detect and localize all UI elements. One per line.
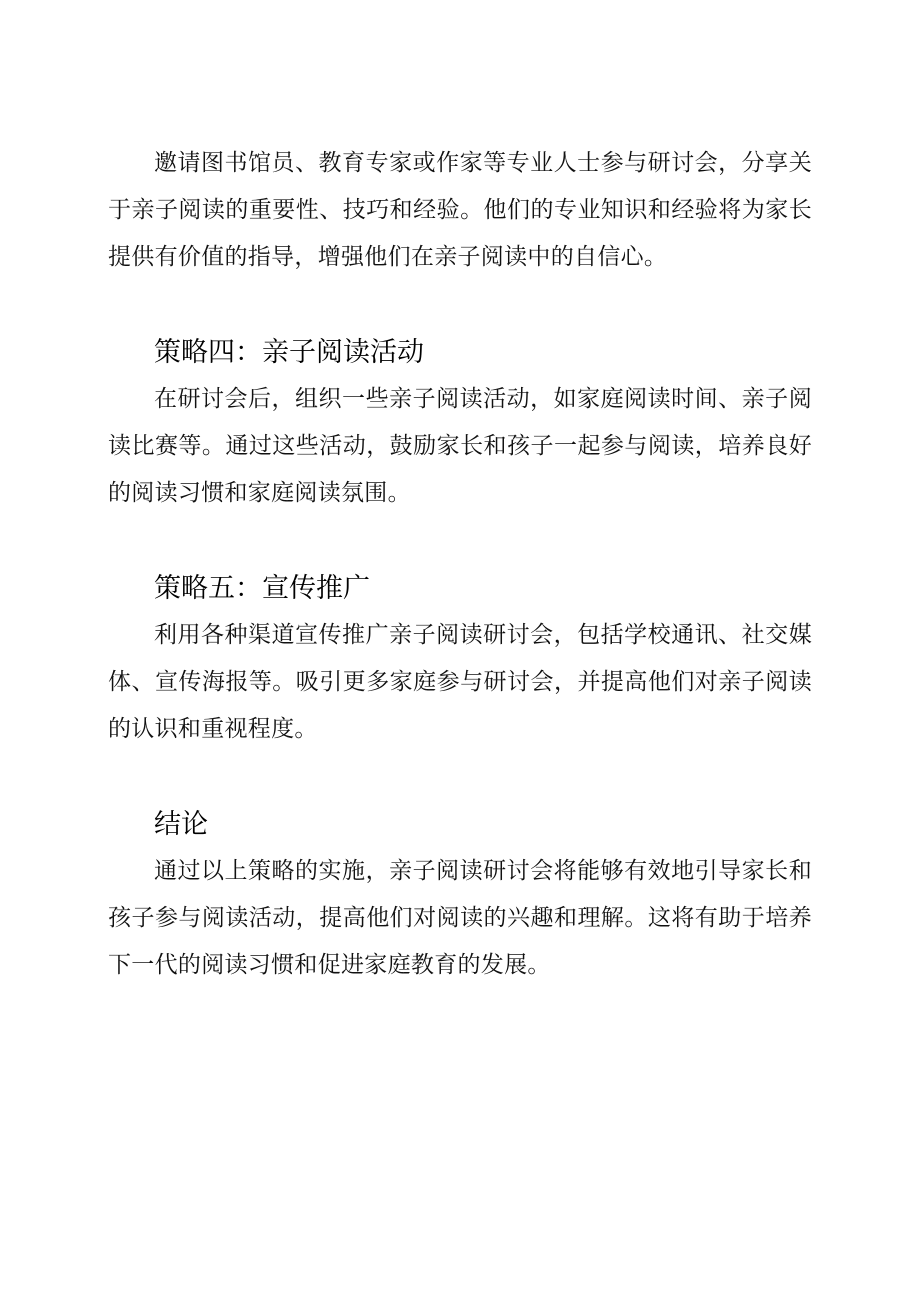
- section-gap: [108, 281, 812, 329]
- section-body-strategy-5: 利用各种渠道宣传推广亲子阅读研讨会，包括学校通讯、社交媒体、宣传海报等。吸引更多家庭参与研讨会，并提高他们对亲子阅读的认识和重视程度。: [108, 622, 812, 742]
- section-body-strategy-4: 在研讨会后，组织一些亲子阅读活动，如家庭阅读时间、亲子阅读比赛等。通过这些活动，鼓励家长和孩子一起参与阅读，培养良好的阅读习惯和家庭阅读氛围。: [108, 386, 812, 506]
- section-heading-strategy-4: 策略四：亲子阅读活动: [154, 337, 424, 368]
- section-gap: [108, 753, 812, 801]
- section-gap: [108, 517, 812, 565]
- document-content: [108, 140, 812, 989]
- section-heading-strategy-5: 策略五：宣传推广: [154, 573, 370, 604]
- section-heading-conclusion: 结论: [154, 809, 208, 840]
- section-body-conclusion: 通过以上策略的实施，亲子阅读研讨会将能够有效地引导家长和孩子参与阅读活动，提高他们对阅读的兴趣和理解。这将有助于培养下一代的阅读习惯和促进家庭教育的发展。: [108, 858, 812, 978]
- intro-paragraph: 邀请图书馆员、教育专家或作家等专业人士参与研讨会，分享关于亲子阅读的重要性、技巧和经验。他们的专业知识和经验将为家长提供有价值的指导，增强他们在亲子阅读中的自信心。: [108, 150, 812, 270]
